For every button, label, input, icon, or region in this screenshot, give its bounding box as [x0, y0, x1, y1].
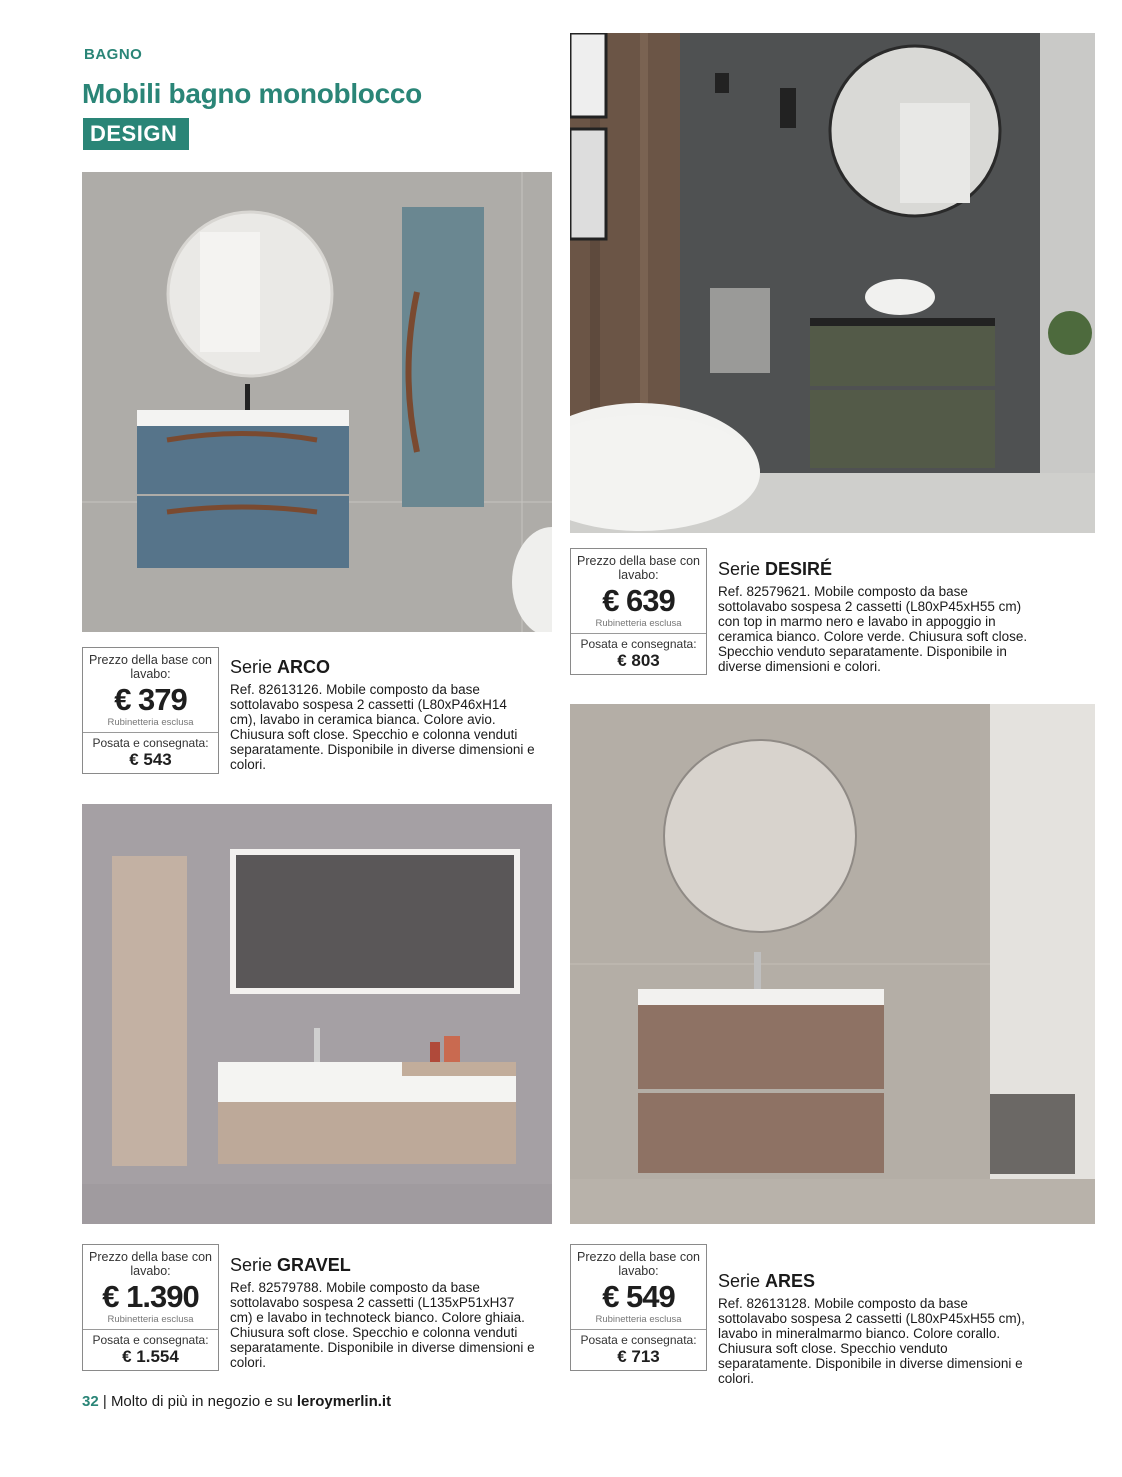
gravel-price: € 1.390 — [102, 1279, 199, 1314]
arco-series-title: Serie ARCO — [230, 657, 331, 677]
gravel-text — [230, 1254, 535, 1370]
design-tag: DESIGN — [83, 118, 189, 150]
page-number: 32 — [82, 1393, 99, 1410]
arco-price-box — [82, 647, 219, 774]
gravel-series-title: Serie GRAVEL — [230, 1255, 351, 1275]
gravel-price-note: Rubinetteria esclusa — [107, 1314, 194, 1325]
ares-delivery-label: Posata e consegnata: — [580, 1333, 697, 1347]
arco-price: € 379 — [114, 682, 187, 717]
footer-text: Molto di più in negozio e su — [110, 1393, 293, 1410]
ares-price-box — [570, 1244, 707, 1371]
gravel-price-box — [82, 1244, 219, 1371]
gravel-photo — [82, 804, 552, 1224]
arco-delivery-label: Posata e consegnata: — [92, 736, 209, 750]
section-label: BAGNO — [84, 46, 143, 63]
arco-description: Ref. 82613126. Mobile composto da base sottolavabo sospesa 2 cassetti (L80xP46xH14 cm), lavabo in ceramica bianca. Colore avio. Chiusura soft close. Specchio e colonna venduti separatamente. Disponibile in diverse dimensioni e colori. — [230, 682, 535, 772]
ares-series-title: Serie ARES — [718, 1271, 816, 1291]
gravel-price-label: Prezzo della base con lavabo: — [89, 1250, 212, 1278]
ares-delivery-price: € 713 — [617, 1347, 660, 1366]
ares-photo — [570, 704, 1095, 1224]
arco-photo — [82, 172, 552, 632]
desire-price-box — [570, 548, 707, 675]
desire-delivery-price: € 803 — [617, 651, 660, 670]
ares-text — [718, 1270, 1038, 1386]
desire-price-note: Rubinetteria esclusa — [595, 618, 682, 629]
ares-price-label: Prezzo della base con lavabo: — [577, 1250, 700, 1278]
arco-text — [230, 656, 535, 772]
desire-description: Ref. 82579621. Mobile composto da base sottolavabo sospesa 2 cassetti (L80xP45xH55 cm) con top in marmo nero e lavabo in appoggio in ceramica bianco. Colore verde. Chiusura soft close. Specchio venduto separatamente. Disponibile in diverse dimensioni e colori. — [718, 584, 1028, 674]
desire-series-title: Serie DESIRÉ — [718, 559, 833, 579]
desire-delivery-label: Posata e consegnata: — [580, 637, 697, 651]
arco-delivery-price: € 543 — [129, 750, 172, 769]
gravel-delivery-price: € 1.554 — [122, 1347, 179, 1366]
footer-site-link[interactable]: leroymerlin.it — [296, 1393, 392, 1410]
ares-price-note: Rubinetteria esclusa — [595, 1314, 682, 1325]
page-title: Mobili bagno monoblocco — [82, 78, 422, 109]
ares-price: € 549 — [602, 1279, 675, 1314]
desire-price-label: Prezzo della base con lavabo: — [577, 554, 700, 582]
desire-photo — [570, 33, 1095, 533]
desire-text — [718, 558, 1038, 674]
desire-price: € 639 — [602, 583, 675, 618]
footer-separator: | — [102, 1393, 107, 1410]
arco-price-label: Prezzo della base con lavabo: — [89, 653, 212, 681]
gravel-delivery-label: Posata e consegnata: — [92, 1333, 209, 1347]
gravel-description: Ref. 82579788. Mobile composto da base sottolavabo sospesa 2 cassetti (L135xP51xH37 cm) e lavabo in technoteck bianco. Colore ghiaia. Chiusura soft close. Specchio e colonna venduti separatamente. Disponibile in diverse dimensioni e colori. — [230, 1280, 535, 1370]
ares-description: Ref. 82613128. Mobile composto da base sottolavabo sospesa 2 cassetti (L80xP45xH55 cm), lavabo in mineralmarmo bianco. Colore corallo. Chiusura soft close. Specchio venduto separatamente. Disponibile in diverse dimensioni e colori. — [718, 1296, 1025, 1386]
arco-price-note: Rubinetteria esclusa — [107, 717, 194, 728]
footer — [82, 1393, 391, 1410]
